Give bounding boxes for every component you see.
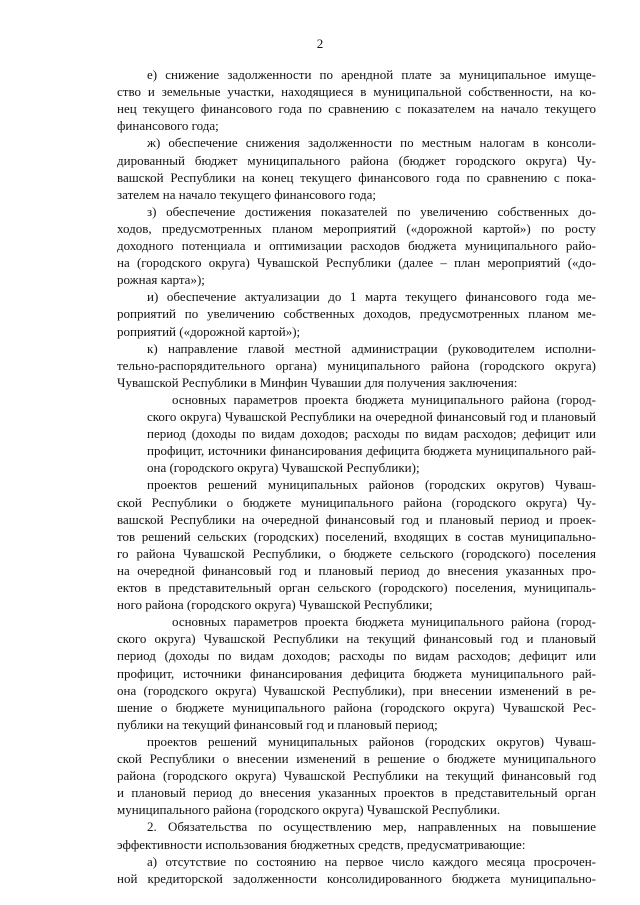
text-line: она (городского округа) Чувашской Республики); <box>147 460 420 476</box>
text-line: роприятий («дорожной картой»); <box>117 323 301 339</box>
text-line: период (доходы по видам доходов; расходы по видам расходов; дефицит или <box>147 426 596 442</box>
page-number: 2 <box>316 36 324 51</box>
text-line: 2. Обязательства по осуществлению мер, направленных на повышение <box>147 819 596 835</box>
text-line: ж) обеспечение снижения задолженности по местным налогам в консоли- <box>147 135 596 151</box>
text-line: доходного потенциала и оптимизации расходов бюджета муниципального райо- <box>117 238 596 253</box>
text-line: проектов решений муниципальных районов (городских округов) Чуваш- <box>147 733 596 749</box>
text-line: ходов, предусмотренных планом мероприятий («дорожной картой») по росту <box>117 220 596 236</box>
text-line: профицит, источники финансирования дефицита бюджета муниципального рай- <box>117 665 596 681</box>
text-line: публики на текущий финансовый год и плановый период; <box>117 716 438 732</box>
text-line: е) снижение задолженности по арендной плате за муниципальное имуще- <box>147 67 596 82</box>
text-line: к) направление главой местной администрации (руководителем исполни- <box>147 340 596 356</box>
text-line: муниципального района (городского округа) Чувашской Республики. <box>117 802 501 818</box>
text-line: и плановый период до внесения указанных проектов в представительный орган <box>117 785 596 801</box>
text-line: эффективности использования бюджетных средств, предусматривающие: <box>117 836 526 852</box>
text-line: основных параметров проекта бюджета муниципального района (город- <box>172 614 596 630</box>
text-line: нец текущего финансового года по сравнению с показателем на начало текущего <box>117 101 596 117</box>
text-line: она (городского округа) Чувашской Республики), при внесении изменений в ре- <box>117 682 596 698</box>
text-line: ского округа) Чувашской Республики на текущий финансовый год и плановый <box>117 631 596 647</box>
text-line: ского округа) Чувашской Республики на очередной финансовый год и плановый <box>147 409 596 424</box>
text-line: на (городского округа) Чувашской Республики (далее – план мероприятий («до- <box>117 255 596 271</box>
text-line: вашской Республики на очередной финансовый год и плановый период и проек- <box>117 511 596 527</box>
text-line: Чувашской Республики в Минфин Чувашии для получения заключения: <box>117 374 518 390</box>
text-line: основных параметров проекта бюджета муниципального района (город- <box>172 391 596 407</box>
text-line: проектов решений муниципальных районов (городских округов) Чуваш- <box>147 477 596 493</box>
text-line: ного района (городского округа) Чувашской Республики; <box>117 597 433 613</box>
text-line: шение о бюджете муниципального района (городского округа) Чувашской Рес- <box>117 699 596 715</box>
text-line: дированный бюджет муниципального района (бюджет городского округа) Чу- <box>117 152 596 168</box>
text-line: з) обеспечение достижения показателей по увеличению собственных до- <box>147 203 596 219</box>
text-line: ектов в представительный орган сельского (городского) поселения, муниципаль- <box>117 580 596 595</box>
text-line: ской Республики о внесении изменений в решение о бюджете муниципального <box>117 751 596 766</box>
text-line: тов решений сельских (городских) поселений, входящих в состав муниципально- <box>117 528 596 544</box>
text-line: а) отсутствие по состоянию на первое число каждого месяца просрочен- <box>147 853 596 869</box>
text-line: рожная карта»); <box>117 272 205 288</box>
text-line: профицит, источники финансирования дефицита бюджета муниципального рай- <box>147 443 596 459</box>
text-line: на очередной финансовый год и плановый период до внесения указанных про- <box>117 562 596 578</box>
text-line: ской Республики о бюджете муниципального района (городского округа) Чу- <box>117 494 596 510</box>
text-line: и) обеспечение актуализации до 1 марта текущего финансового года ме- <box>147 289 596 305</box>
text-line: тельно-распорядительного органа) муниципального района (городского округа) <box>117 357 596 373</box>
text-line: финансового года; <box>117 118 219 134</box>
text-line: го района Чувашской Республики, о бюджете сельского (городского) поселения <box>117 545 596 561</box>
text-line: ной кредиторской задолженности консолидированного бюджета муниципально- <box>117 870 596 886</box>
text-line: ство и земельные участки, находящиеся в муниципальной собственности, на ко- <box>117 84 596 100</box>
text-line: вашской Республики на конец текущего финансового года по сравнению с пока- <box>117 169 596 185</box>
text-line: период (доходы по видам доходов; расходы по видам расходов; дефицит или <box>117 648 596 664</box>
text-line: зателем на начало текущего финансового года; <box>117 186 376 202</box>
text-line: роприятий по увеличению собственных доходов, предусмотренных планом ме- <box>117 306 596 322</box>
text-line: района (городского округа) Чувашской Республики на текущий финансовый год <box>117 768 596 784</box>
